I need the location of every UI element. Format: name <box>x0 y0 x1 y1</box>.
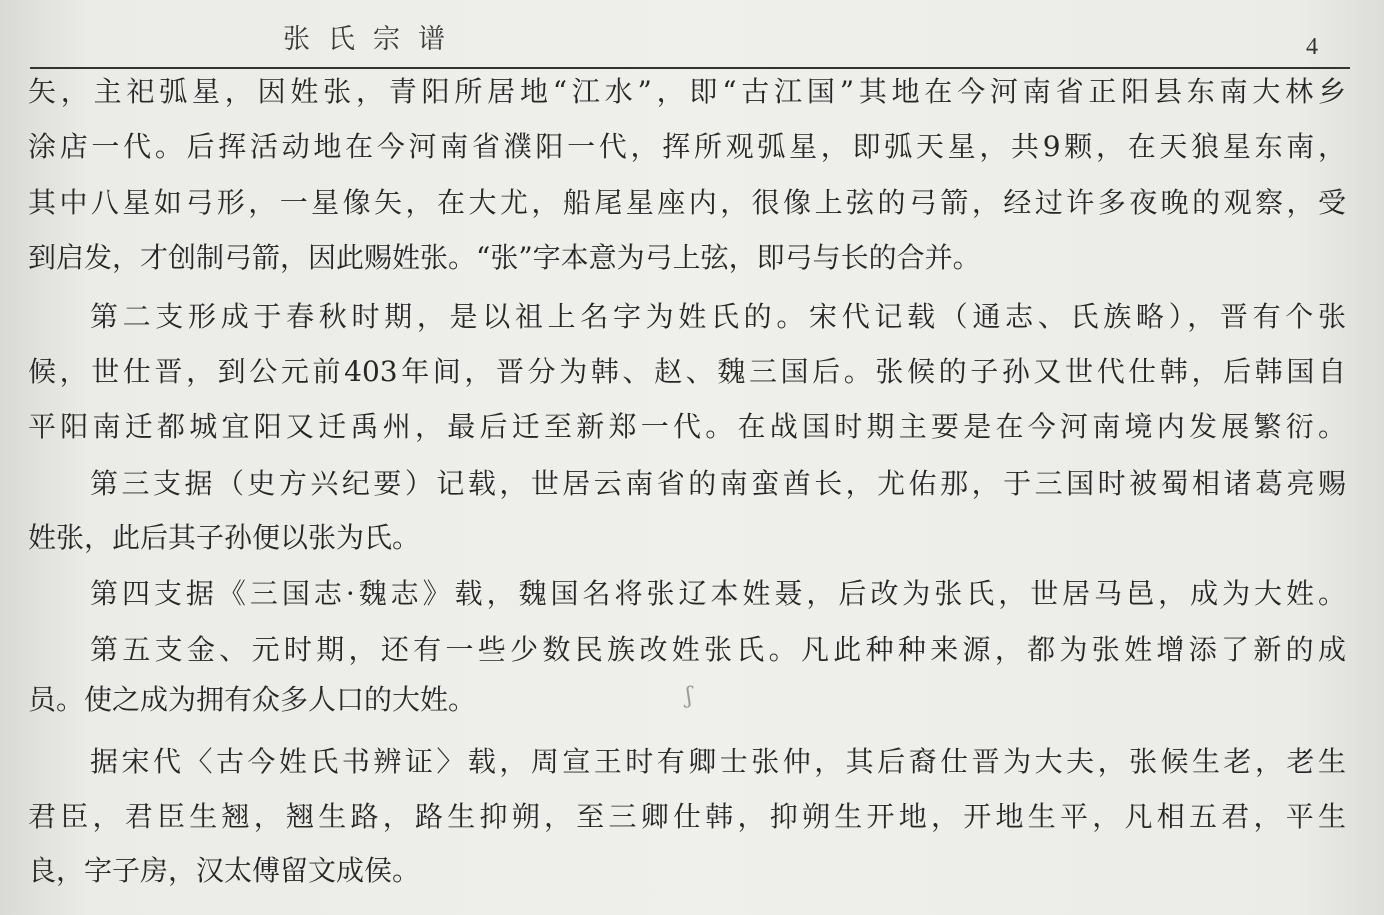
text-line: 良，字子房，汉太傅留文成侯。 <box>28 854 421 887</box>
paragraph-first-line: 第五支金、元时期，还有一些少数民族改姓张氏。凡此种种来源，都为张姓增添了新的成 <box>90 633 1346 666</box>
header-rule <box>30 67 1350 69</box>
text-line: 君臣，君臣生翘，翘生路，路生抑朔，至三卿仕韩，抑朔生开地，开地生平，凡相五君，平生 <box>28 800 1346 833</box>
paragraph-first-line: 据宋代〈古今姓氏书辨证〉载，周宣王时有卿士张仲，其后裔仕晋为大夫，张候生老，老生 <box>90 745 1346 778</box>
ink-smudge: ʃ <box>686 684 692 709</box>
text-line: 其中八星如弓形，一星像矢，在大尤，船尾星座内，很像上弦的弓箭，经过许多夜晚的观察，受 <box>28 186 1346 219</box>
running-header-title: 张氏宗谱 <box>283 24 463 55</box>
text-line: 姓张，此后其子孙便以张为氏。 <box>28 521 421 554</box>
text-line: 员。使之成为拥有众多人口的大姓。 <box>28 683 477 716</box>
text-line: 矢，主祀弧星，因姓张，青阳所居地“江水”，即“古江国”其地在今河南省正阳县东南大林乡 <box>28 75 1346 108</box>
text-line: 涂店一代。后挥活动地在今河南省濮阳一代，挥所观弧星，即弧天星，共9颗，在天狼星东南， <box>28 130 1346 163</box>
text-line: 到启发，才创制弓箭，因此赐姓张。“张”字本意为弓上弦，即弓与长的合并。 <box>28 241 981 274</box>
text-line: 平阳南迁都城宜阳又迁禹州，最后迁至新郑一代。在战国时期主要是在今河南境内发展繁衍。 <box>28 410 1346 443</box>
text-line: 候，世仕晋，到公元前403年间，晋分为韩、赵、魏三国后。张候的子孙又世代仕韩，后韩国自 <box>28 355 1346 388</box>
paragraph-first-line: 第二支形成于春秋时期，是以祖上名字为姓氏的。宋代记载（通志、氏族略），晋有个张 <box>90 300 1346 333</box>
page-number: 4 <box>1306 34 1318 60</box>
paragraph-first-line: 第三支据（史方兴纪要）记载，世居云南省的南蛮酋长，尤佑那，于三国时被蜀相诸葛亮赐 <box>90 467 1346 500</box>
paragraph-first-line: 第四支据《三国志·魏志》载，魏国名将张辽本姓聂，后改为张氏，世居马邑，成为大姓。 <box>90 577 1346 610</box>
